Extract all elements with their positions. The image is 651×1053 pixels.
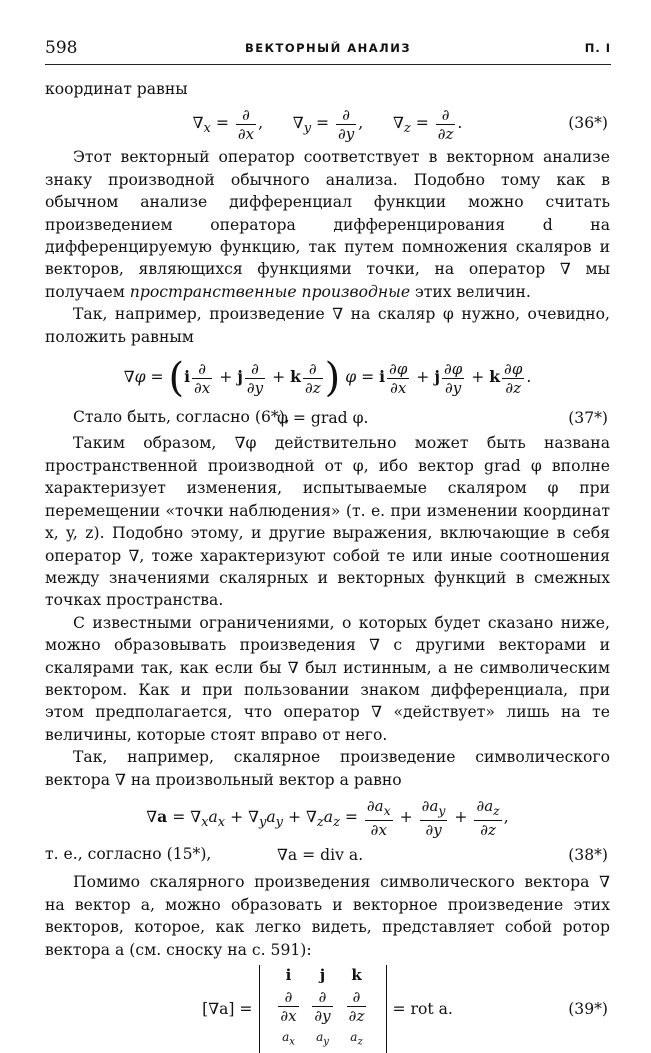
equation-38 — [45, 843, 610, 867]
paragraph-according-15: т. е., согласно (15*), — [45, 844, 212, 863]
paragraph-limitations: С известными ограничениями, о которых будет сказано ниже, можно образовывать произведения ∇ с другими векторами и скалярами так, как если бы ∇ был истинным, а не символическим вектором. Как и при пользовании знаком дифференциала, при этом предполагается, что оператор ∇ «действует» лишь на те величины, которые стоят вправо от него. — [45, 613, 610, 744]
paragraph-vector-product: Помимо скалярного произведения символического вектора ∇ на вектор a, можно образовать и векторное произведение этих векторов, которое, как легко видеть, представляет собой ротор вектора a (см. сноску на с. 591): — [45, 873, 610, 959]
eq37-number: (37*) — [568, 409, 608, 428]
paragraph-operator — [45, 146, 610, 303]
paragraph-spatial-derivative: Таким образом, ∇φ действительно может быть названа пространственной производной от φ, ибо вектор grad φ вполне характеризует изменения, испытываемые скаляром φ при перемещении «точки наблюдения» (т. е. при изменении координат x, y, z). Подобно этому, и другие выражения, включающие в себя оператор ∇, тоже характеризуют собой те или иные соотношения между значениями скалярных и векторных функций в смежных точках пространства. — [45, 434, 610, 610]
det-cell-j: j — [319, 966, 326, 985]
eq36-number: (36*) — [568, 114, 608, 133]
curl-determinant — [259, 965, 387, 1052]
intro-line: координат равны — [45, 80, 188, 98]
paragraph-accordingly: Стало быть, согласно (6*), — [73, 408, 290, 427]
emphasis-spatial-derivatives: пространственные производные — [129, 282, 411, 301]
equation-gradient: ∇φ = (i $\frac{\partial}{\partial x}$ + j $\frac{\partial}{\partial y}$ + k $\frac{\partial}{\partial z}$ ) φ = i $\frac{\partial\varphi}{\partial x}$ + j $\frac{\partial\varphi}{\partial y}$ + k $\frac{\partial\varphi}{\partial z}$ . — [123, 355, 532, 402]
section-label: П. I — [584, 41, 611, 55]
eq38-formula: ∇a = div a. — [277, 846, 364, 865]
eq36-nabla-y: $\nabla_y$ = $\frac{\partial}{\partial y}$ , — [292, 105, 369, 143]
equation-36 — [45, 100, 610, 146]
eq38-number: (38*) — [568, 846, 608, 865]
page-header — [45, 38, 611, 62]
running-title: ВЕКТОРНЫЙ АНАЛИЗ — [244, 41, 411, 55]
eq36-nabla-z: $\nabla_z$ = $\frac{\partial}{\partial z}$ . — [393, 105, 463, 143]
eq39-number: (39*) — [568, 999, 608, 1018]
eq37-formula: φ = grad φ. — [277, 409, 369, 428]
det-cell-ax: $a_x$ — [282, 1030, 295, 1048]
paragraph-operator-text: Этот векторный оператор соответствует в векторном анализе знаку производной обычного анализа. Подобно тому как в обычном анализе дифференциал функции можно считать произведением оператора дифференцирования d на дифференцируемую функцию, так путем помножения скаляров и векторов, являющихся функциями точки, на оператор ∇ мы получаем — [45, 148, 610, 301]
det-cell-d-dz: $\frac{\partial}{\partial z}$ — [348, 988, 365, 1026]
det-cell-k: k — [351, 966, 362, 985]
eq39-lhs: [∇a] = — [202, 999, 253, 1018]
det-cell-d-dx: $\frac{\partial}{\partial x}$ — [280, 988, 297, 1026]
page-number: 598 — [45, 38, 78, 58]
equation-39 — [45, 967, 610, 1051]
det-cell-i: i — [285, 966, 292, 985]
equation-37 — [45, 406, 610, 430]
paragraph-scalar-product: Так, например, скалярное произведение символического вектора ∇ на произвольный вектор a равно — [45, 748, 610, 789]
paragraph-example-scalar: Так, например, произведение ∇ на скаляр φ нужно, очевидно, положить равным — [45, 305, 610, 346]
eq39-rhs: = rot a. — [392, 999, 453, 1018]
eq36-nabla-x: $\nabla_x$ = $\frac{\partial}{\partial x}$ , — [192, 105, 268, 143]
det-cell-d-dy: $\frac{\partial}{\partial y}$ — [314, 988, 331, 1026]
paragraph-operator-tail: этих величин. — [410, 282, 531, 301]
equation-divergence: $\nabla a = \nabla_xa_x + \nabla_ya_y + \nabla_za_z$ = $\frac{\partial a_x}{\partial x}$ + $\frac{\partial a_y}{\partial y}$ + $\frac{\partial a_z}{\partial z}$ , — [146, 796, 509, 839]
det-cell-az: $a_z$ — [350, 1030, 363, 1048]
header-rule — [45, 64, 611, 65]
page-body — [45, 78, 610, 1051]
det-cell-ay: $a_y$ — [316, 1030, 329, 1048]
